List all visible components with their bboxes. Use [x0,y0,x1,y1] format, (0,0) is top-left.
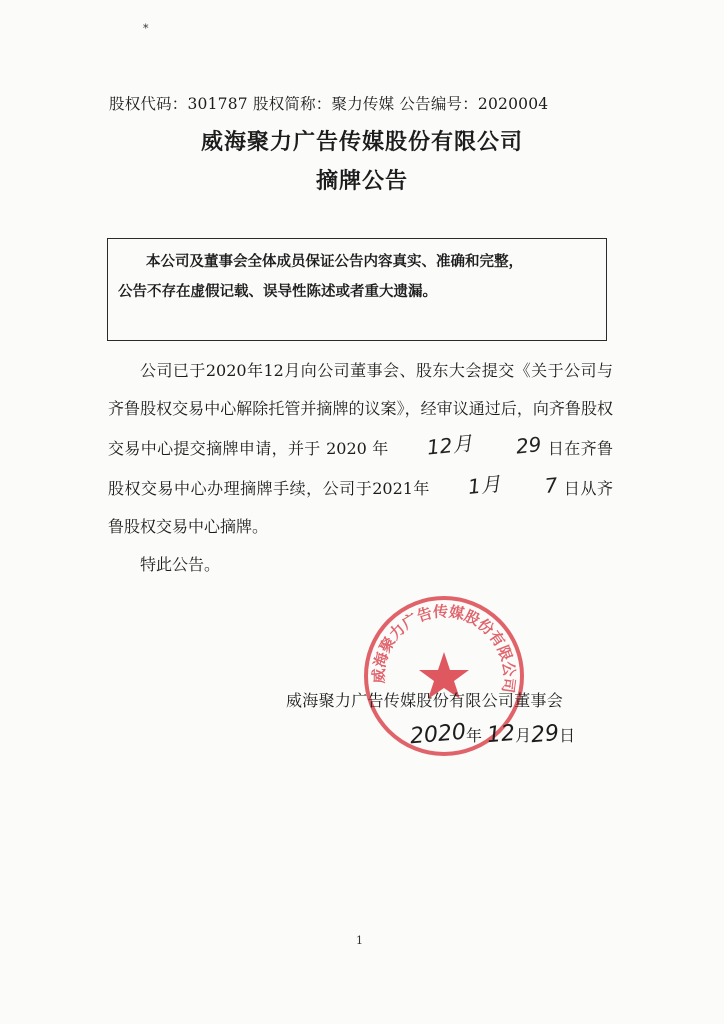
para-year: 2021年 [372,479,430,498]
disclaimer-box [107,238,607,341]
para-text-1: 公司已于2020年12月向公司董事会、股东大会提交《关于公司与齐鲁股权交易中心解除托管并摘牌的议案》，经审议通过后，向齐鲁股权交易中心提交摘牌申请，并于 2020 年 [108,361,613,458]
para-text-2: 日在齐鲁股权交易中心办理摘牌手续，公司于 [108,439,613,498]
para-text-3: 日从齐鲁股权交易中心摘牌。 [108,479,613,536]
disclaimer-line-1: 本公司及董事会全体成员保证公告内容真实、准确和完整， [146,254,523,270]
stock-code-line: 股权代码：301787 股权简称：聚力传媒 公告编号：2020004 [109,95,549,113]
handwritten-day-2: 7 [543,472,559,498]
signature-day: 29 [530,720,561,749]
announcement-body [108,352,613,584]
seal-text: 威海聚力广告传媒股份有限公司 [369,602,519,694]
handwritten-month-2: 1月 [466,471,502,499]
board-signature: 威海聚力广告传媒股份有限公司董事会 [286,691,564,710]
handwritten-month: 12月 [425,431,474,460]
page-number: 1 [356,934,363,947]
closing-line: 特此公告。 [140,555,221,574]
scan-mark: * [143,22,149,35]
signature-date [409,719,576,750]
year-suffix: 年 [466,726,483,745]
document-title: 摘牌公告 [315,169,408,194]
handwritten-day: 29 [514,432,543,459]
announcement-paragraph [108,352,613,546]
day-suffix: 日 [559,726,576,745]
disclaimer-line-2: 公告不存在虚假记载、误导性陈述或者重大遗漏。 [118,284,437,300]
company-title: 威海聚力广告传媒股份有限公司 [200,130,523,155]
signature-year: 2020 [409,719,467,750]
month-suffix: 月 [515,726,532,745]
signature-month: 12 [486,720,517,749]
